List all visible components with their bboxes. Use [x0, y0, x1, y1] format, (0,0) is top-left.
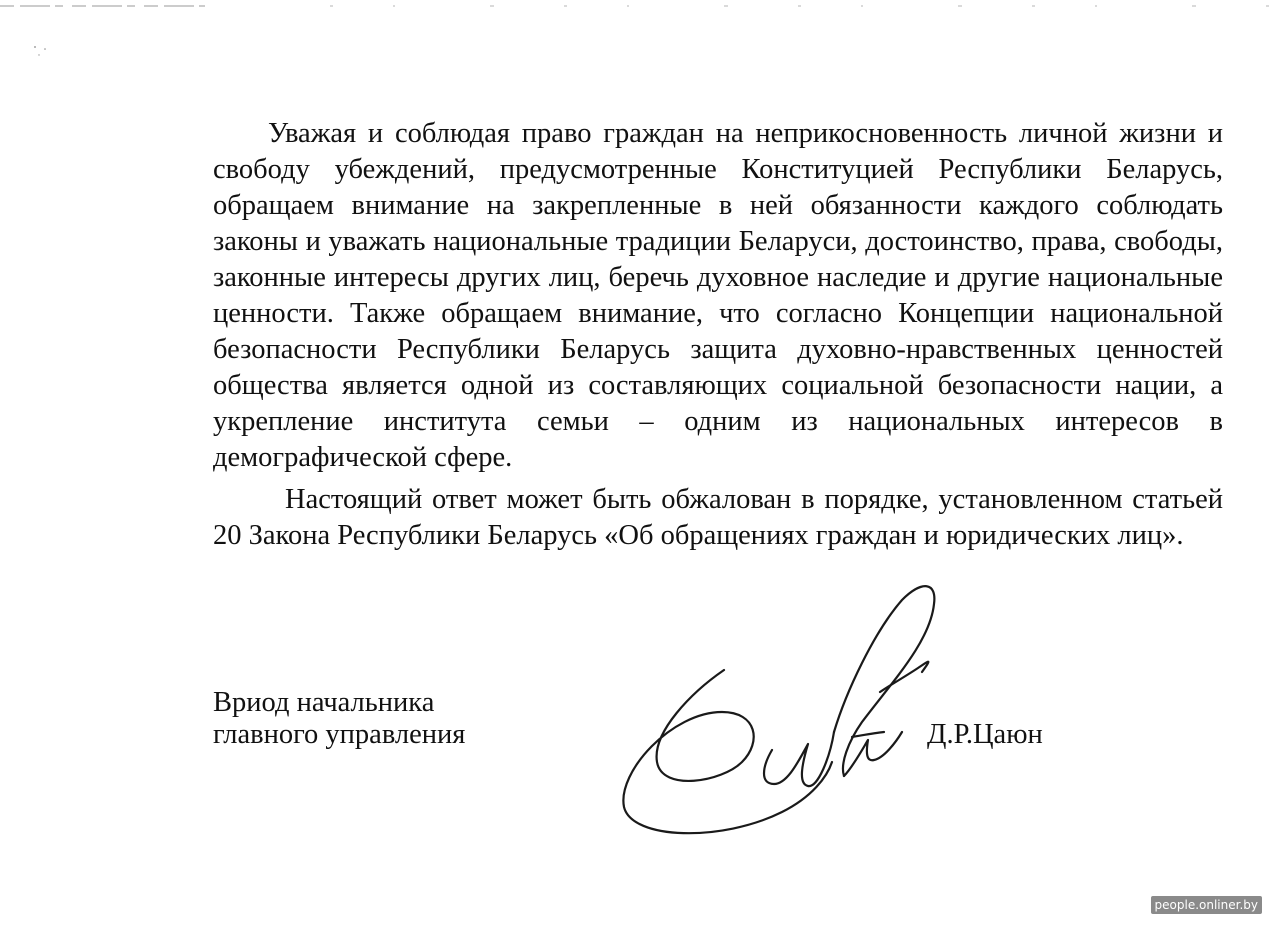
signer-position-line-2: главного управления	[213, 719, 466, 750]
signer-position	[213, 687, 465, 751]
signer-name: Д.Р.Цаюн	[927, 719, 1043, 750]
signer-position-line-1: Вриод начальника	[213, 687, 435, 718]
paragraph-appeal-notice: Настоящий ответ может быть обжалован в порядке, установленном статьей 20 Закона Республики Беларусь «Об обращениях граждан и юридических лиц».	[213, 484, 1223, 551]
letter-body	[213, 116, 1223, 554]
watermark: people.onliner.by	[1151, 896, 1262, 914]
handwritten-signature	[612, 572, 952, 850]
scan-speck-artifact	[30, 44, 50, 58]
scan-edge-artifact	[0, 4, 1280, 8]
paragraph-values: Уважая и соблюдая право граждан на неприкосновенность личной жизни и свободу убеждений, предусмотренные Конституцией Республики Беларусь, обращаем внимание на закрепленные в ней обязанности каждого соблюдать законы и уважать национальные традиции Беларуси, достоинство, права, свободы, законные интересы других лиц, беречь духовное наследие и другие национальные ценности. Также обращаем внимание, что согласно Концепции национальной безопасности Республики Беларусь защита духовно-нравственных ценностей общества является одной из составляющих социальной безопасности нации, а укрепление института семьи – одним из национальных интересов в демографической сфере.	[213, 118, 1223, 473]
